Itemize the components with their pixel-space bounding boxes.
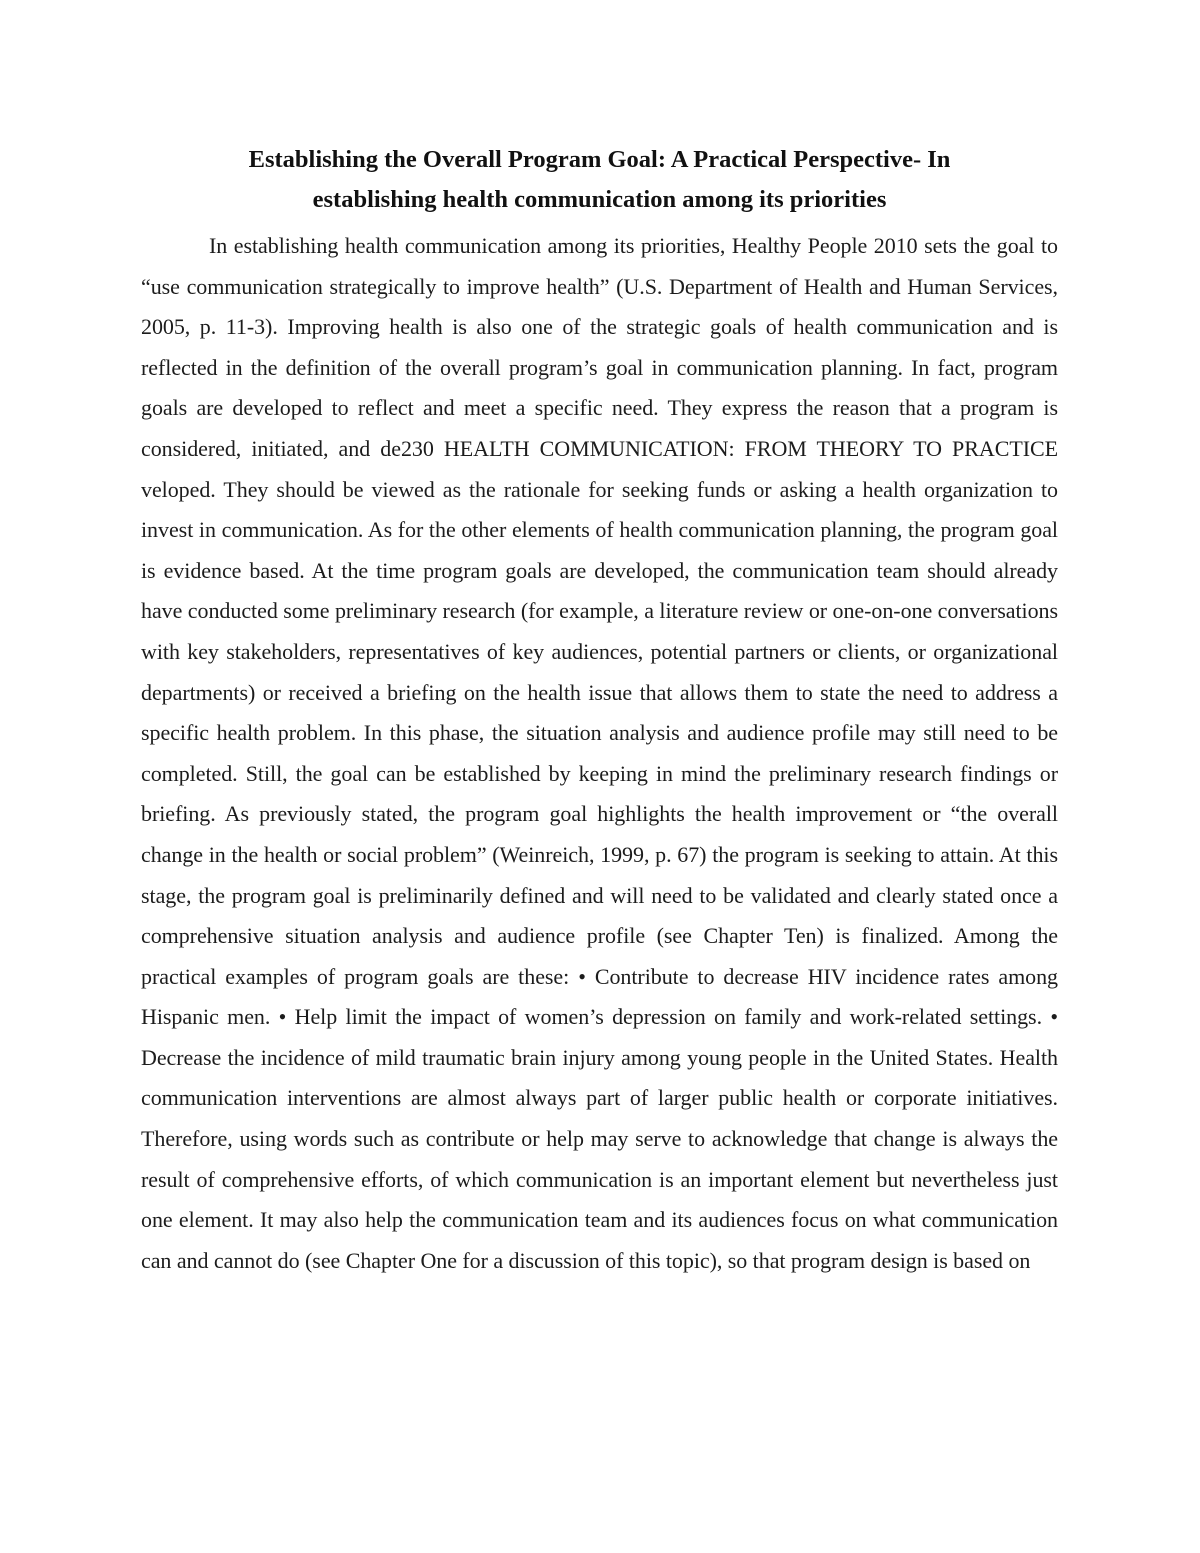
title-line-2: establishing health communication among its priorities — [312, 186, 887, 213]
document-title — [141, 140, 1058, 220]
body-paragraph: In establishing health communication among its priorities, Healthy People 2010 sets the goal to “use communication strategically to improve health” (U.S. Department of Health and Human Services, 2005, p. 11-3). Improving health is also one of the strategic goals of health communication and is reflected in the definition of the overall program’s goal in communication planning. In fact, program goals are developed to reflect and meet a specific need. They express the reason that a program is considered, initiated, and de230 HEALTH COMMUNICATION: FROM THEORY TO PRACTICE veloped. They should be viewed as the rationale for seeking funds or asking a health organization to invest in communication. As for the other elements of health communication planning, the program goal is evidence based. At the time program goals are developed, the communication team should already have conducted some preliminary research (for example, a literature review or one-on-one conversations with key stakeholders, representatives of key audiences, potential partners or clients, or organizational departments) or received a briefing on the health issue that allows them to state the need to address a specific health problem. In this phase, the situation analysis and audience profile may still need to be completed. Still, the goal can be established by keeping in mind the preliminary research findings or briefing. As previously stated, the program goal highlights the health improvement or “the overall change in the health or social problem” (Weinreich, 1999, p. 67) the program is seeking to attain. At this stage, the program goal is preliminarily defined and will need to be validated and clearly stated once a comprehensive situation analysis and audience profile (see Chapter Ten) is finalized. Among the practical examples of program goals are these: • Contribute to decrease HIV incidence rates among Hispanic men. • Help limit the impact of women’s depression on family and work-related settings. • Decrease the incidence of mild traumatic brain injury among young people in the United States. Health communication interventions are almost always part of larger public health or corporate initiatives. Therefore, using words such as contribute or help may serve to acknowledge that change is always the result of comprehensive efforts, of which communication is an important element but nevertheless just one element. It may also help the communication team and its audiences focus on what communication can and cannot do (see Chapter One for a discussion of this topic), so that program design is based on — [141, 233, 1058, 1273]
document-page — [141, 140, 1058, 1281]
title-line-1: Establishing the Overall Program Goal: A Practical Perspective- In — [248, 146, 951, 173]
